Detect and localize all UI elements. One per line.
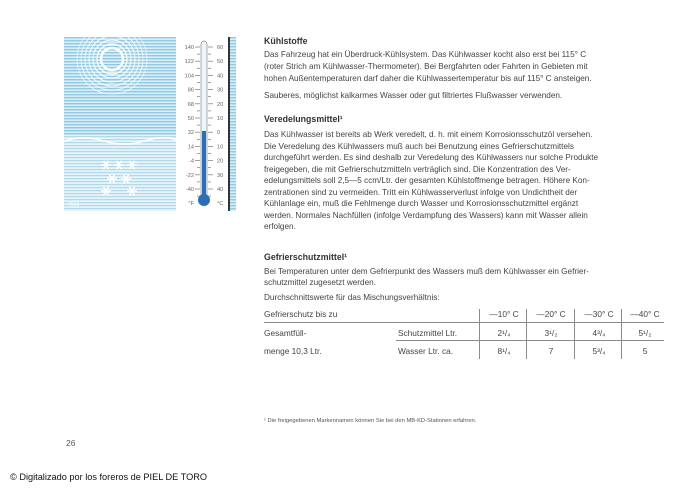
scale-label-right: 20 (217, 158, 224, 165)
section2-line-6: zentrationen sind zu vermeiden. Tritt ein Kühlwasserverlust infolge von Undichtheit der (264, 188, 578, 197)
table-row2-val-1: 8¹/₄ (497, 346, 511, 356)
table-temp-10: —10° C (489, 309, 519, 319)
table-divider-2 (526, 309, 527, 359)
table-rule-mid (396, 340, 664, 341)
section2-line-2: Die Veredelung des Kühlwassers muß auch bei Benutzung eines Gefrierschutzmittels (264, 142, 574, 151)
section2-line-8: werden. Normales Nachfüllen (infolge Verdampfung des Wassers) kann mit Wasser allein (264, 211, 588, 220)
scale-label-left: 14 (187, 144, 194, 151)
scale-label-left: -40 (185, 187, 194, 193)
section3-line-1: Bei Temperaturen unter dem Gefrierpunkt des Wassers muß dem Kühlwasser ein Gefrier- (264, 267, 589, 276)
section2-line-5: edelungsmittels soll 2,5—5 ccm/Ltr. der gesamten Kühlstoffmenge betragen. Höhere Kon- (264, 176, 590, 185)
scale-label-left: 86 (187, 87, 194, 94)
table-row2-label: Wasser Ltr. ca. (398, 346, 454, 356)
table-divider-1 (479, 309, 480, 359)
section1-line-1: Das Fahrzeug hat ein Überdruck-Kühlsystem. Das Kühlwasser kocht also erst bei 115° C (264, 50, 587, 59)
thermometer-illustration (64, 37, 236, 211)
table-row2-val-2: 7 (548, 346, 554, 356)
heading-veredelungsmittel: Veredelungsmittel¹ (264, 114, 343, 124)
scale-label-right: 30 (217, 172, 224, 179)
table-divider-3 (574, 309, 575, 359)
section1-line-3: hohen Außentemperaturen darf daher die Kühlwassertemperatur bis auf 115° C ansteigen. (264, 74, 592, 83)
table-row1-val-2: 3¹/₂ (544, 328, 558, 338)
scale-label-left: 32 (187, 130, 194, 137)
table-row1-label: Schutzmittel Ltr. (398, 328, 458, 338)
scale-label-right: °C (217, 201, 224, 208)
scale-label-right: 10 (217, 116, 224, 122)
scale-label-right: 60 (217, 45, 224, 51)
table-temp-30: —30° C (584, 309, 614, 319)
scale-label-left: -4 (189, 158, 194, 165)
table-row-label-1: Gesamtfüll- (264, 328, 307, 338)
scale-label-left: 104 (184, 73, 194, 80)
scale-label-right: 40 (217, 187, 224, 193)
table-header-label: Gefrierschutz bis zu (264, 309, 338, 319)
section1-after: Sauberes, möglichst kalkarmes Wasser oder gut filtriertes Flußwasser verwenden. (264, 91, 563, 100)
heading-kuehlstoffe: Kühlstoffe (264, 36, 308, 46)
scale-label-left: -22 (185, 172, 194, 179)
section2-line-1: Das Kühlwasser ist bereits ab Werk veredelt, d. h. mit einem Korrosionsschutzöl versehen. (264, 130, 593, 139)
section2-line-9: erfolgen. (264, 222, 296, 231)
scale-label-left: 122 (184, 59, 194, 66)
table-row2-val-4: 5 (642, 346, 648, 356)
table-row1-val-4: 5¹/₂ (638, 328, 652, 338)
scale-label-right: 20 (217, 101, 224, 108)
scale-label-left: 68 (187, 101, 194, 108)
scan-credit: © Digitalizado por los foreros de PIEL DE TORO (10, 472, 208, 482)
page-number: 26 (66, 438, 76, 448)
scale-label-right: 40 (217, 73, 224, 80)
scale-label-left: 140 (184, 45, 194, 51)
scale-label-left: °F (188, 201, 194, 208)
scale-label-right: 50 (217, 59, 224, 66)
table-row1-val-1: 2¹/₄ (497, 328, 511, 338)
table-divider-4 (621, 309, 622, 359)
scale-label-left: 50 (187, 116, 194, 122)
illustration-code: 7613 (68, 202, 80, 208)
footnote: ¹ Die freigegebenen Markennamen können Sie bei den MB-KD-Stationen erfahren. (264, 418, 477, 424)
scale-label-right: 0 (217, 130, 221, 137)
section3-line-2: schutzmittel zugesetzt werden. (264, 278, 376, 287)
heading-gefrierschutzmittel: Gefrierschutzmittel¹ (264, 252, 348, 262)
section1-line-2: (roter Strich am Kühlwasser-Thermometer). Bei Bergfahrten oder Fahrten in Gebieten mit (264, 62, 588, 71)
section2-line-7: Kühlanlage ein, muß die Fehlmenge durch Wasser und Korrosionsschutzmittel ergänzt (264, 199, 579, 208)
scale-label-right: 10 (217, 144, 224, 151)
table-temp-20: —20° C (536, 309, 566, 319)
section2-line-3: durchgeführt werden. Es sind deshalb zur Veredelung des Kühlwassers nur solche Produkte (264, 153, 599, 162)
scale-label-right: 30 (217, 87, 224, 94)
table-row-label-2: menge 10,3 Ltr. (264, 346, 322, 356)
section2-line-4: freigegeben, die mit Gefrierschutzmitteln verträglich sind. Die Konzentration des Ver- (264, 165, 571, 174)
table-temp-40: —40° C (630, 309, 660, 319)
table-rule-top (264, 322, 664, 323)
section3-intro: Durchschnittswerte für das Mischungsverhältnis: (264, 293, 440, 302)
table-row1-val-3: 4³/₄ (592, 328, 606, 338)
table-row2-val-3: 5³/₄ (592, 346, 606, 356)
